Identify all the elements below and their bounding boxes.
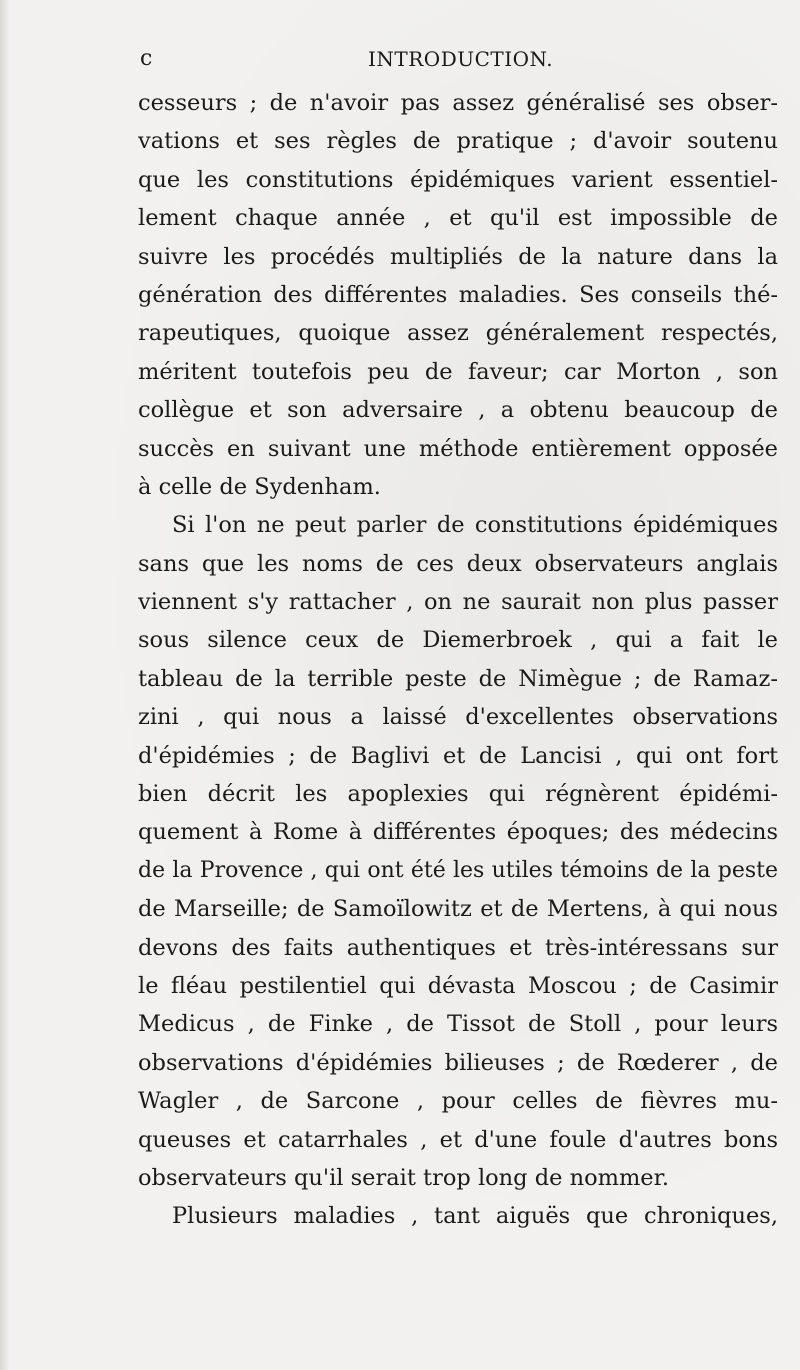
text-line: collègue et son adversaire , a obtenu beaucoup de — [138, 397, 778, 424]
text-line: tableau de la terrible peste de Nimègue ; de Ramaz- — [138, 665, 778, 692]
paragraph-first-line: Si l'on ne peut parler de constitutions épidémiques — [172, 512, 778, 539]
text-line: zini , qui nous a laissé d'excellentes observations — [138, 704, 778, 731]
text-line: de la Provence , qui ont été les utiles témoins de la peste — [138, 857, 778, 883]
text-line: Medicus , de Finke , de Tissot de Stoll , pour leurs — [138, 1011, 778, 1038]
text-line: génération des différentes maladies. Ses conseils thé- — [138, 281, 778, 308]
text-line: sous silence ceux de Diemerbroek , qui a fait le — [138, 627, 778, 654]
text-line: bien décrit les apoplexies qui régnèrent épidémi- — [138, 781, 778, 808]
text-line: devons des faits authentiques et très-intéressans sur — [138, 934, 778, 961]
text-line: méritent toutefois peu de faveur; car Morton , son — [138, 358, 778, 385]
paragraph-first-line: Plusieurs maladies , tant aiguës que chroniques, — [172, 1203, 778, 1230]
text-line: vations et ses règles de pratique ; d'avoir soutenu — [138, 128, 778, 155]
text-line: lement chaque année , et qu'il est impossible de — [138, 205, 778, 232]
text-line: observations d'épidémies bilieuses ; de Rœderer , de — [138, 1049, 778, 1076]
paragraph-end-line: à celle de Sydenham. — [138, 473, 381, 500]
running-title: INTRODUCTION. — [368, 47, 554, 71]
text-line: rapeutiques, quoique assez généralement respectés, — [138, 320, 778, 347]
text-line: d'épidémies ; de Baglivi et de Lancisi , qui ont fort — [138, 742, 778, 769]
text-line: queuses et catarrhales , et d'une foule d'autres bons — [138, 1126, 778, 1153]
page-number: c — [140, 46, 154, 71]
body-text — [138, 84, 778, 1236]
running-head — [140, 46, 780, 76]
text-line: cesseurs ; de n'avoir pas assez généralisé ses obser- — [138, 90, 778, 116]
text-line: de Marseille; de Samoïlowitz et de Mertens, à qui nous — [138, 896, 778, 923]
text-line: le fléau pestilentiel qui dévasta Moscou ; de Casimir — [138, 972, 778, 999]
text-line: Wagler , de Sarcone , pour celles de fièvres mu- — [138, 1088, 778, 1115]
text-line: sans que les noms de ces deux observateurs anglais — [138, 550, 778, 577]
text-line: suivre les procédés multipliés de la nature dans la — [138, 243, 778, 270]
paragraph-end-line: observateurs qu'il serait trop long de nommer. — [138, 1164, 670, 1191]
text-line: succès en suivant une méthode entièrement opposée — [138, 435, 778, 462]
page-edge-shadow — [0, 0, 10, 1370]
text-line: quement à Rome à différentes époques; des médecins — [138, 819, 778, 846]
text-line: que les constitutions épidémiques varient essentiel- — [138, 166, 778, 193]
text-line: viennent s'y rattacher , on ne saurait non plus passer — [138, 589, 778, 616]
